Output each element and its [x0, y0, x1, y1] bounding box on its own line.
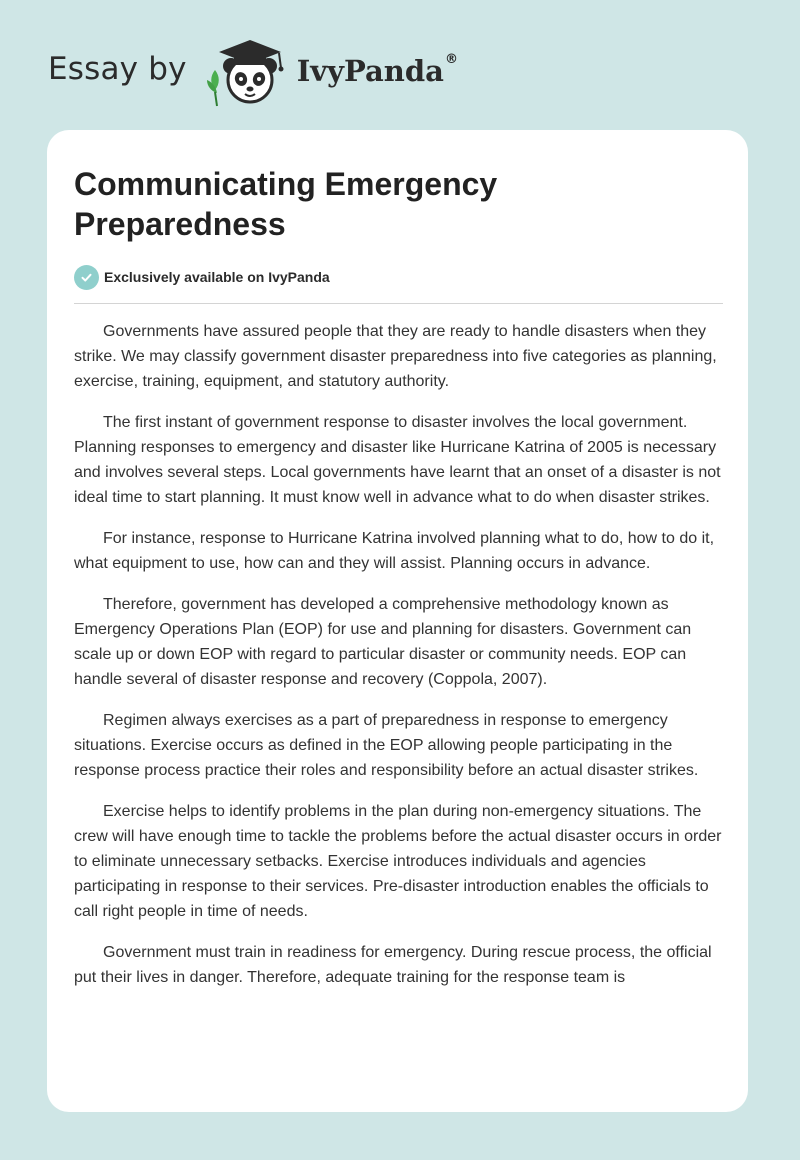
site-header	[48, 36, 458, 108]
paragraph: Therefore, government has developed a comprehensive methodology known as Emergency Operations Plan (EOP) for use and planning for disasters. Government can scale up or down EOP with regard to particular disaster or community needs. EOP can handle several of disaster response and recovery (Coppola, 2007).	[74, 596, 692, 688]
paragraph: Exercise helps to identify problems in the plan during non-emergency situations. The crew will have enough time to tackle the problems before the actual disaster occurs in order to eliminate unnecessary setbacks. Exercise introduces individuals and agencies participating in response to their services. Pre-disaster introduction enables the officials to call right people in time of needs.	[74, 803, 722, 920]
paragraph: For instance, response to Hurricane Katrina involved planning what to do, how to do it, what equipment to use, how can and they will assist. Planning occurs in advance.	[74, 530, 715, 572]
paragraph: Government must train in readiness for emergency. During rescue process, the official put their lives in danger. Therefore, adequate training for the response team is	[74, 944, 712, 986]
paragraph: The first instant of government response to disaster involves the local government. Planning responses to emergency and disaster like Hurricane Katrina of 2005 is necessary and involves several steps. Local governments have learnt that an onset of a disaster is not ideal time to start planning. It must know well in advance what to do when disaster strikes.	[74, 414, 721, 506]
divider	[74, 303, 723, 304]
paragraph: Governments have assured people that they are ready to handle disasters when they strike. We may classify government disaster preparedness into five categories as planning, exercise, training, equipment, and statutory authority.	[74, 323, 717, 390]
panda-logo-icon[interactable]	[201, 36, 293, 108]
paragraph: Regimen always exercises as a part of preparedness in response to emergency situations. Exercise occurs as defined in the EOP allowing people participating in the response process practice their roles and responsibility before an actual disaster strikes.	[74, 712, 699, 779]
brand-name[interactable]: IvyPanda®	[296, 52, 458, 88]
essay-by-label: Essay by	[48, 51, 187, 87]
essay-body	[74, 319, 727, 1006]
essay-card	[47, 130, 748, 1112]
exclusive-badge	[74, 264, 330, 290]
badge-label: Exclusively available on IvyPanda	[104, 269, 330, 285]
check-icon	[74, 265, 99, 290]
registered-mark: ®	[444, 52, 458, 67]
page-title: Communicating Emergency Preparedness	[74, 166, 498, 242]
